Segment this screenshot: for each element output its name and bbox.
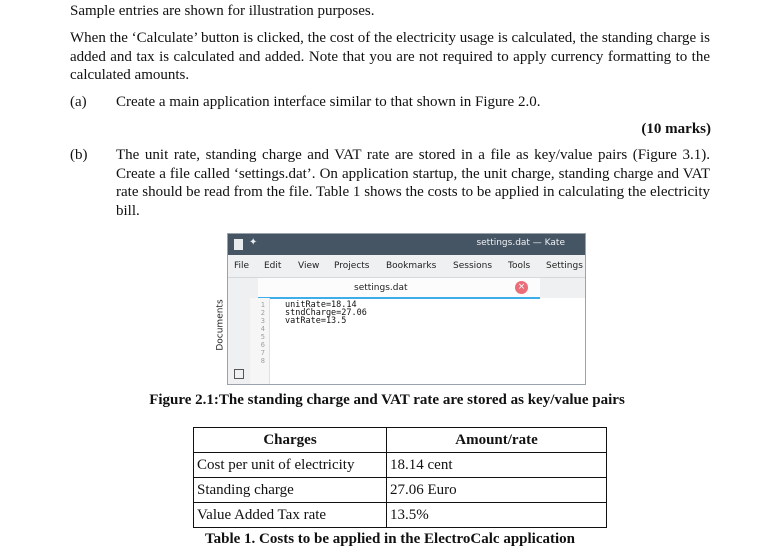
item-a-text: Create a main application interface similar to that shown in Figure 2.0. — [116, 94, 541, 110]
table-header-row — [194, 428, 607, 453]
kate-app-icon — [234, 239, 243, 250]
sidebar-documents-tab[interactable]: Documents — [215, 299, 226, 351]
tab-label: settings.dat — [354, 283, 408, 293]
menu-sessions[interactable]: Sessions — [453, 261, 493, 271]
table-cell: 13.5% — [387, 503, 607, 528]
kate-window-title: settings.dat — Kate — [476, 238, 565, 248]
line-number: 4 — [260, 325, 265, 333]
line-number: 2 — [260, 309, 265, 317]
column-header-charges: Charges — [194, 428, 387, 453]
column-header-amount: Amount/rate — [387, 428, 607, 453]
table-caption: Table 1. Costs to be applied in the ElectroCalc application — [204, 531, 576, 547]
item-b-label: (b) — [70, 147, 88, 163]
menu-file[interactable]: File — [234, 261, 250, 271]
close-tab-icon[interactable]: × — [515, 281, 528, 294]
line-number: 1 — [260, 301, 265, 309]
marks: (10 marks) — [641, 121, 711, 137]
menu-tools[interactable]: Tools — [508, 261, 531, 271]
line-number: 8 — [260, 357, 265, 365]
kate-tabbar — [250, 278, 585, 298]
menu-projects[interactable]: Projects — [334, 261, 370, 271]
table-cell: Cost per unit of electricity — [194, 453, 387, 478]
table-row — [194, 478, 607, 503]
menu-view[interactable]: View — [298, 261, 320, 271]
code-line[interactable]: vatRate=13.5 — [285, 316, 347, 326]
item-a-label: (a) — [70, 94, 87, 110]
line-number: 7 — [260, 349, 265, 357]
kate-sidebar — [215, 278, 251, 384]
menu-edit[interactable]: Edit — [264, 261, 282, 271]
item-b-text: The unit rate, standing charge and VAT rate are stored in a file as key/value pairs (Figure 3.1). Create a file called ‘settings.dat’. On application startup, the unit charge, standing charge and VAT rate should be read from the file. Table 1 shows the costs to be applied in calculating the electricity bill. — [116, 147, 710, 219]
documents-icon — [234, 369, 244, 379]
kate-window — [215, 233, 586, 385]
table-cell: Standing charge — [194, 478, 387, 503]
line-number: 6 — [260, 341, 265, 349]
costs-table — [193, 427, 607, 528]
table-cell: 18.14 cent — [387, 453, 607, 478]
kate-menubar — [228, 255, 585, 278]
figure-caption: Figure 2.1:The standing charge and VAT rate are stored as key/value pairs — [149, 392, 625, 408]
table-row — [194, 453, 607, 478]
code-line[interactable]: stndCharge=27.06 — [285, 308, 367, 318]
table-row — [194, 503, 607, 528]
line-number: 5 — [260, 333, 265, 341]
line-number: 3 — [260, 317, 265, 325]
menu-settings[interactable]: Settings — [546, 261, 583, 271]
kate-titlebar — [228, 234, 585, 255]
intro-line: Sample entries are shown for illustration purposes. — [70, 3, 375, 19]
line-number-gutter — [250, 298, 270, 384]
code-line[interactable]: unitRate=18.14 — [285, 300, 357, 310]
paragraph-calculate: When the ‘Calculate’ button is clicked, the cost of the electricity usage is calculated, the standing charge is added and tax is calculated and added. Note that you are not required to apply currency formatting to the calculated amounts. — [70, 30, 710, 83]
table-cell: 27.06 Euro — [387, 478, 607, 503]
menu-bookmarks[interactable]: Bookmarks — [386, 261, 437, 271]
table-cell: Value Added Tax rate — [194, 503, 387, 528]
pin-icon[interactable]: ✦ — [249, 237, 258, 248]
